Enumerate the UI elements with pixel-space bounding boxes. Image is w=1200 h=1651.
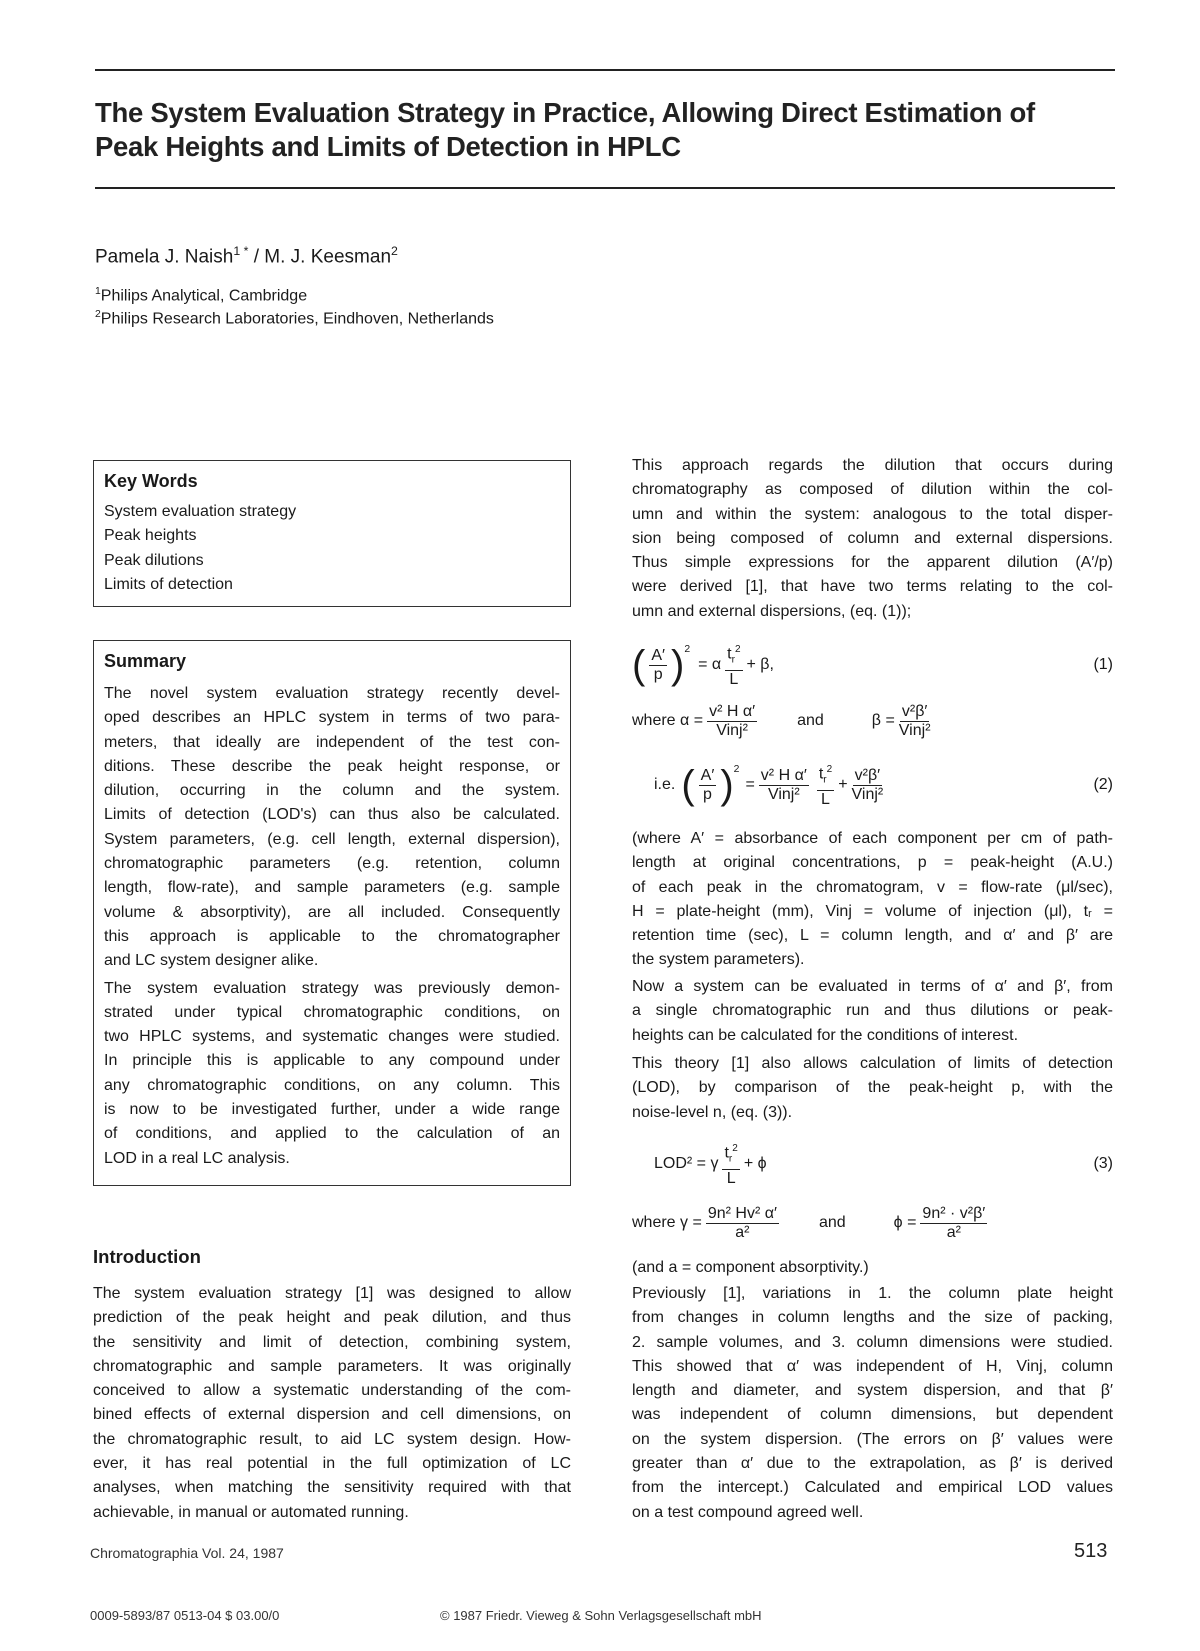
summary-paragraph [104, 682, 560, 974]
eq-den: L [729, 670, 739, 688]
text-line: The system evaluation strategy [1] was designed to allow [93, 1285, 571, 1302]
text-line: heights can be calculated for the conditions of interest. [632, 1026, 1019, 1044]
eq-text: i.e. [654, 776, 676, 793]
text-line: length, flow-rate), and sample parameters (e.g. sample [104, 879, 560, 897]
eq-num: 9n² Hv² α′ [707, 1204, 777, 1222]
text-line: Now a system can be evaluated in terms of α′ and β′, from [632, 978, 1113, 995]
text-line: This showed that α′ was independent of H, Vinj, column [632, 1357, 1113, 1375]
eq-text: + ϕ [743, 1155, 767, 1172]
aff-sup: 2 [95, 309, 101, 320]
text-line: on the system dispersion. (The errors on β′ values were [632, 1430, 1113, 1448]
eq-num: v²β′ [901, 702, 928, 720]
equation-number: (2) [1093, 776, 1113, 793]
text-line: strated under typical chromatographic conditions, on [104, 1003, 560, 1021]
keyword: Peak heights [104, 527, 197, 545]
text-line: on a test compound agreed well. [632, 1503, 864, 1521]
body-paragraph [632, 975, 1113, 1048]
eq-den: Vinj² [767, 785, 800, 803]
eq-text: and [818, 1214, 846, 1231]
text-line: retention time (sec), L = column length, and α′ and β′ are [632, 927, 1113, 945]
eq-text: β = [871, 712, 895, 729]
aff-text: Philips Analytical, Cambridge [100, 287, 308, 305]
equation-1: ( $\frac{A'}{p}$ ) $^2$ = α $\frac{t_r^2}{L}$ + β, (1) [632, 643, 1113, 688]
text-line: from the intercept.) Calculated and empirical LOD values [632, 1479, 1113, 1497]
authors [95, 244, 398, 268]
eq-den: Vinj² [716, 721, 748, 739]
eq-sup: 2 [733, 764, 740, 775]
body-paragraph [632, 454, 1113, 624]
author-name: Pamela J. Naish [95, 246, 234, 268]
text-line: greater than α′ due to the extrapolation, as β′ is derived [632, 1455, 1113, 1473]
eq-den: Vinj² [851, 785, 884, 803]
body-paragraph [632, 1052, 1113, 1125]
equation-where-3 [632, 1200, 1113, 1246]
text-line: This theory [1] also allows calculation of limits of detection [632, 1055, 1113, 1072]
title-line: The System Evaluation Strategy in Practice, Allowing Direct Estimation of [95, 97, 1035, 128]
text-line: 2. sample volumes, and 3. column dimensions were studied. [632, 1333, 1113, 1351]
text-line: achievable, in manual or automated running. [93, 1503, 409, 1521]
text-line: length and diameter, and system dispersion, and that β′ [632, 1382, 1113, 1400]
introduction-heading: Introduction [93, 1246, 201, 1267]
text-line: chromatographic and sample parameters. It was originally [93, 1357, 571, 1375]
text-line: conceived to allow a systematic understanding of the com- [93, 1382, 571, 1400]
text-line: was independent of column dimensions, but dependent [632, 1406, 1113, 1424]
eq-num: A′ [651, 646, 665, 664]
introduction-paragraph [93, 1282, 571, 1525]
text-line: the system parameters). [632, 951, 805, 969]
eq-num: v²β′ [854, 766, 881, 784]
keyword: System evaluation strategy [104, 503, 297, 520]
text-line: ever, it has real potential in the full optimization of LC [93, 1455, 571, 1473]
text-line: and LC system designer alike. [104, 952, 319, 970]
text-line: chromatography as composed of dilution within the col- [632, 481, 1113, 499]
absorptivity-note: (and a = component absorptivity.) [632, 1259, 869, 1276]
eq-text: + β, [746, 656, 774, 673]
text-line: length at original concentrations, p = peak-height (A.U.) [632, 854, 1113, 872]
eq-den: Vinj² [898, 721, 931, 739]
equation-number: (1) [1093, 656, 1113, 673]
text-line: a single chromatographic run and thus dilutions or peak- [632, 1002, 1113, 1020]
text-line: umn and within the system: analogous to the total disper- [632, 505, 1113, 523]
text-line: LOD in a real LC analysis. [104, 1149, 290, 1167]
keywords-box [93, 460, 571, 607]
eq-text: where γ = [632, 1214, 702, 1231]
title-line: Peak Heights and Limits of Detection in HPLC [95, 131, 681, 162]
text-line: sion being composed of column and external dispersions. [632, 529, 1113, 547]
title-rule [95, 187, 1115, 189]
text-line: were derived [1], that have two terms relating to the col- [632, 578, 1113, 596]
eq-text: ϕ = [893, 1214, 917, 1231]
keyword: Peak dilutions [104, 551, 204, 569]
summary-box [93, 640, 571, 1186]
eq-den: a² [735, 1223, 750, 1241]
text-line: (LOD), by comparison of the peak-height p, with the [632, 1079, 1113, 1097]
text-line: H = plate-height (mm), Vinj = volume of injection (μl), tᵣ = [632, 902, 1113, 920]
text-line: any chromatographic conditions, on any column. This [104, 1076, 560, 1094]
eq-den: a² [946, 1223, 961, 1241]
eq-den: p [703, 785, 712, 803]
author-sup: 1 * [233, 244, 249, 258]
aff-sup: 1 [95, 286, 101, 297]
text-line: of each peak in the chromatogram, v = flow-rate (μl/sec), [632, 878, 1113, 896]
summary-heading: Summary [104, 651, 187, 671]
text-line: This approach regards the dilution that occurs during [632, 457, 1113, 474]
body-paragraph [632, 827, 1113, 973]
paper-title [95, 96, 1125, 164]
article-code: 0009-5893/87 0513-04 $ 03.00/0 [90, 1608, 280, 1623]
eq-den: L [726, 1169, 736, 1187]
text-line: is now to be investigated further, under a wide range [104, 1101, 560, 1119]
eq-num: A′ [700, 766, 715, 784]
text-line: Limits of detection (LOD's) can thus also be calculated. [104, 806, 560, 824]
text-line: two HPLC systems, and systematic changes were studied. [104, 1028, 560, 1046]
text-line: The system evaluation strategy was previously demon- [104, 979, 560, 997]
text-line: System parameters, (e.g. cell length, external dispersion), [104, 830, 560, 848]
text-line: oped describes an HPLC system in terms of two para- [104, 709, 560, 727]
page-number: 513 [1074, 1540, 1108, 1562]
author-name: M. J. Keesman [264, 246, 392, 268]
copyright: © 1987 Friedr. Vieweg & Sohn Verlagsgesellschaft mbH [440, 1608, 762, 1623]
affiliation [95, 286, 307, 305]
aff-text: Philips Research Laboratories, Eindhoven, Netherlands [100, 310, 494, 328]
author-sup: 2 [391, 244, 398, 258]
journal-citation: Chromatographia Vol. 24, 1987 [90, 1545, 284, 1561]
text-line: ditions. These describe the peak height response, or [104, 757, 560, 775]
eq-text: = α [698, 656, 722, 673]
eq-den: L [821, 790, 830, 808]
equation-3: LOD² = γ $\frac{t_r^2}{L}$ + ϕ (3) [632, 1140, 1113, 1188]
text-line: from changes in column lengths and the size of packing, [632, 1309, 1113, 1327]
text-line: this approach is applicable to the chromatographer [104, 927, 560, 945]
text-line: volume & absorptivity), are all included. Consequently [104, 903, 560, 921]
text-line: dilution, occurring in the column and the system. [104, 782, 560, 800]
eq-text: LOD² = γ [654, 1155, 719, 1172]
equation-where-1 [632, 698, 1113, 744]
summary-paragraph [104, 977, 560, 1171]
keyword: Limits of detection [104, 575, 233, 593]
text-line: analyses, when matching the sensitivity required with that [93, 1479, 571, 1497]
equation-2: i.e. ( $\frac{A'}{p}$ ) $^2$ = $\frac{\text{v² H α′}}{\text{Vinj²}}$ $\frac{t_r^2}{L}$ + $\frac{\text{v²β′}}{\text{Vinj²}}$ (2) [654, 763, 1113, 808]
eq-num: 9n² · v²β′ [922, 1204, 986, 1222]
text-line: Previously [1], variations in 1. the column plate height [632, 1285, 1113, 1302]
text-line: bined effects of external dispersion and cell dimensions, on [93, 1406, 571, 1424]
text-line: Thus simple expressions for the apparent dilution (A′/p) [632, 554, 1113, 572]
text-line: noise-level n, (eq. (3)). [632, 1103, 793, 1121]
affiliation [95, 309, 494, 328]
text-line: chromatographic parameters (e.g. retention, column [104, 855, 560, 873]
text-line: The novel system evaluation strategy recently devel- [104, 685, 560, 702]
text-line: the sensitivity and limit of detection, combining system, [93, 1333, 571, 1351]
text-line: In principle this is applicable to any compound under [104, 1052, 560, 1070]
eq-text: and [797, 712, 824, 729]
eq-sup: 2 [684, 644, 691, 655]
eq-num: v² H α′ [709, 702, 756, 720]
top-rule [95, 69, 1115, 71]
text-line: (where A′ = absorbance of each component per cm of path- [632, 830, 1113, 847]
eq-text: where α = [632, 712, 704, 729]
eq-den: p [653, 665, 663, 683]
text-line: umn and external dispersions, (eq. (1)); [632, 602, 912, 620]
text-line: prediction of the peak height and peak dilution, and thus [93, 1309, 571, 1327]
eq-num: v² H α′ [760, 766, 807, 784]
equation-number: (3) [1093, 1155, 1113, 1172]
body-paragraph [632, 1282, 1113, 1525]
keywords-heading: Key Words [104, 471, 198, 491]
text-line: meters, that ideally are independent of the test con- [104, 733, 560, 751]
keywords-list [104, 500, 560, 597]
author-separator: / [248, 246, 265, 268]
text-line: the chromatographic result, to aid LC system design. How- [93, 1430, 571, 1448]
text-line: of conditions, and applied to the calculation of an [104, 1125, 560, 1143]
